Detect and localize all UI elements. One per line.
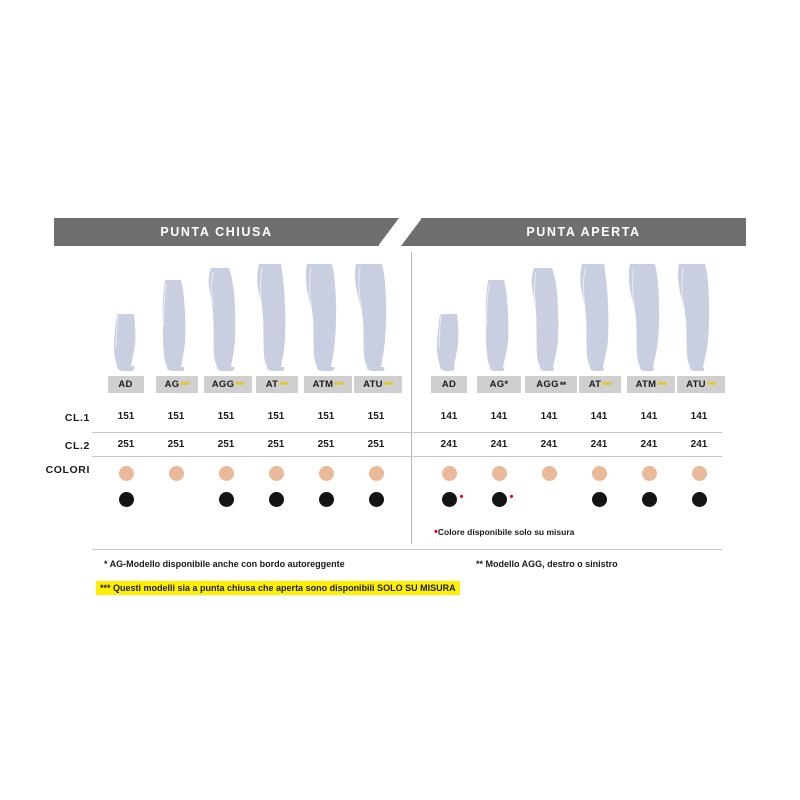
model-code: ATU <box>686 379 706 390</box>
model-code: ATU <box>363 379 383 390</box>
color-dot-black <box>692 492 707 507</box>
cl2-value: 241 <box>590 439 608 450</box>
model-code: AT <box>588 379 602 390</box>
model-chip-atm-open[interactable] <box>627 376 675 393</box>
cl1-value: 141 <box>540 411 558 422</box>
color-dot-cell <box>301 492 351 512</box>
row-label-cl1: CL.1 <box>64 412 90 424</box>
footnote-1: * AG-Modello disponibile anche con bordo autoreggente <box>104 559 345 569</box>
color-dot-cell <box>574 466 624 486</box>
color-dot-cell <box>424 466 474 486</box>
color-dot-skin <box>119 466 134 481</box>
leg-figure-ag-closed <box>151 262 201 372</box>
model-chip-ad-closed[interactable] <box>108 376 144 393</box>
color-dot-cell <box>151 466 201 486</box>
cl2-value: 251 <box>367 439 385 450</box>
color-dot-black <box>442 491 464 507</box>
note-su-misura-text: Colore disponibile solo su misura <box>437 527 575 537</box>
divider-after-cl2 <box>92 456 722 457</box>
model-chip-atm-closed[interactable] <box>304 376 352 393</box>
color-dot-cell <box>301 466 351 486</box>
cl2-value: 251 <box>317 439 335 450</box>
color-dot-cell <box>624 466 674 486</box>
leg-figure-at-closed <box>251 262 301 372</box>
color-dot-cell <box>251 492 301 512</box>
cl1-value: 151 <box>117 411 135 422</box>
footnote-2: ** Modello AGG, destro o sinistro <box>476 559 618 569</box>
cl1-value: 151 <box>267 411 285 422</box>
color-dot-cell <box>251 466 301 486</box>
model-chip-at-closed[interactable] <box>256 376 298 393</box>
color-dot-cell <box>101 492 151 512</box>
color-dot-cell <box>674 466 724 486</box>
model-stars: *** <box>602 379 612 390</box>
leg-figures-open-toe <box>424 262 724 372</box>
model-chip-at-open[interactable] <box>579 376 621 393</box>
leg-figure-ag-open <box>474 262 524 372</box>
color-dot-cell <box>351 492 401 512</box>
divider-after-cl1 <box>92 432 722 433</box>
color-dot-black <box>269 492 284 507</box>
color-dot-black <box>369 492 384 507</box>
cl1-value: 151 <box>217 411 235 422</box>
color-dot-skin <box>219 466 234 481</box>
leg-figure-at-open <box>574 262 624 372</box>
model-stars: *** <box>180 379 190 390</box>
color-dot-black <box>319 492 334 507</box>
model-stars: *** <box>706 379 716 390</box>
cl2-value: 251 <box>117 439 135 450</box>
model-code: AT <box>265 379 279 390</box>
header-punta-chiusa: PUNTA CHIUSA <box>54 218 379 246</box>
leg-figure-agg-closed <box>201 262 251 372</box>
color-dot-skin <box>542 466 557 481</box>
model-stars: *** <box>383 379 393 390</box>
color-dot-skin <box>492 466 507 481</box>
red-asterisk-icon: • <box>509 491 514 503</box>
color-dot-cell <box>474 492 524 512</box>
header-punta-aperta: PUNTA APERTA <box>421 218 746 246</box>
cl1-value: 151 <box>367 411 385 422</box>
leg-figure-ad-closed <box>101 262 151 372</box>
color-dot-black <box>592 492 607 507</box>
model-chip-agg-closed[interactable] <box>204 376 252 393</box>
color-dot-cell <box>524 466 574 486</box>
color-dot-skin <box>369 466 384 481</box>
header-divider-slash <box>379 218 421 246</box>
red-dot-icon: • <box>434 526 438 538</box>
center-divider <box>411 252 412 544</box>
model-code: ATM <box>312 379 334 390</box>
cl2-value: 241 <box>640 439 658 450</box>
cl1-value: 151 <box>167 411 185 422</box>
color-dot-skin <box>319 466 334 481</box>
model-code: ATM <box>635 379 657 390</box>
model-stars: *** <box>657 379 667 390</box>
cl1-value: 141 <box>640 411 658 422</box>
model-code: AD <box>441 379 457 390</box>
color-dot-skin <box>269 466 284 481</box>
color-dot-cell <box>474 466 524 486</box>
color-dot-cell <box>101 466 151 486</box>
leg-figures-closed-toe <box>101 262 401 372</box>
model-stars: *** <box>334 379 344 390</box>
color-dot-skin <box>592 466 607 481</box>
color-dot-cell <box>574 492 624 512</box>
model-code: AG <box>164 379 180 390</box>
color-dot-cell <box>624 492 674 512</box>
cl2-value: 241 <box>540 439 558 450</box>
color-dot-cell <box>351 466 401 486</box>
leg-figure-agg-open <box>524 262 574 372</box>
row-label-cl2: CL.2 <box>64 440 90 452</box>
red-asterisk-icon: • <box>459 491 464 503</box>
model-chip-agg-open[interactable] <box>525 376 577 393</box>
color-dot-skin <box>642 466 657 481</box>
model-stars: *** <box>235 379 245 390</box>
model-code: AG* <box>489 379 509 390</box>
model-chip-ad-open[interactable] <box>431 376 467 393</box>
color-dot-skin <box>442 466 457 481</box>
cl2-value: 241 <box>440 439 458 450</box>
color-dot-skin <box>692 466 707 481</box>
divider-before-footnotes <box>92 549 722 550</box>
cl2-value: 241 <box>690 439 708 450</box>
leg-figure-ad-open <box>424 262 474 372</box>
row-label-colori: COLORI <box>45 464 90 476</box>
color-dot-cell <box>424 492 474 512</box>
color-dot-black <box>642 492 657 507</box>
cl2-value: 241 <box>490 439 508 450</box>
color-dot-black <box>492 491 514 507</box>
header-bars <box>54 218 746 246</box>
leg-figure-atm-open <box>624 262 674 372</box>
cl1-value: 141 <box>490 411 508 422</box>
cl2-value: 251 <box>267 439 285 450</box>
note-su-misura <box>434 526 574 538</box>
color-dot-cell <box>201 492 251 512</box>
model-chip-atu-open[interactable] <box>677 376 725 393</box>
color-dot-black <box>219 492 234 507</box>
cl2-value: 251 <box>217 439 235 450</box>
color-dot-skin <box>169 466 184 481</box>
cl1-value: 141 <box>690 411 708 422</box>
footnote-3-highlighted: *** Questi modelli sia a punta chiusa che aperta sono disponibili SOLO SU MISURA <box>96 581 460 595</box>
cl1-value: 141 <box>590 411 608 422</box>
model-code: AGG <box>211 379 235 390</box>
leg-figure-atm-closed <box>301 262 351 372</box>
model-stars: ** <box>559 379 566 390</box>
color-dot-cell <box>674 492 724 512</box>
color-dot-black <box>119 492 134 507</box>
model-code: AD <box>118 379 133 390</box>
cl2-value: 251 <box>167 439 185 450</box>
model-chip-ag-closed[interactable] <box>156 376 198 393</box>
leg-figure-atu-closed <box>351 262 401 372</box>
color-dot-cell <box>201 466 251 486</box>
leg-figure-atu-open <box>674 262 724 372</box>
cl1-value: 151 <box>317 411 335 422</box>
model-chip-atu-closed[interactable] <box>354 376 402 393</box>
model-chip-ag-open[interactable] <box>477 376 521 393</box>
cl1-value: 141 <box>440 411 458 422</box>
model-code: AGG <box>536 379 559 390</box>
model-stars: *** <box>279 379 289 390</box>
